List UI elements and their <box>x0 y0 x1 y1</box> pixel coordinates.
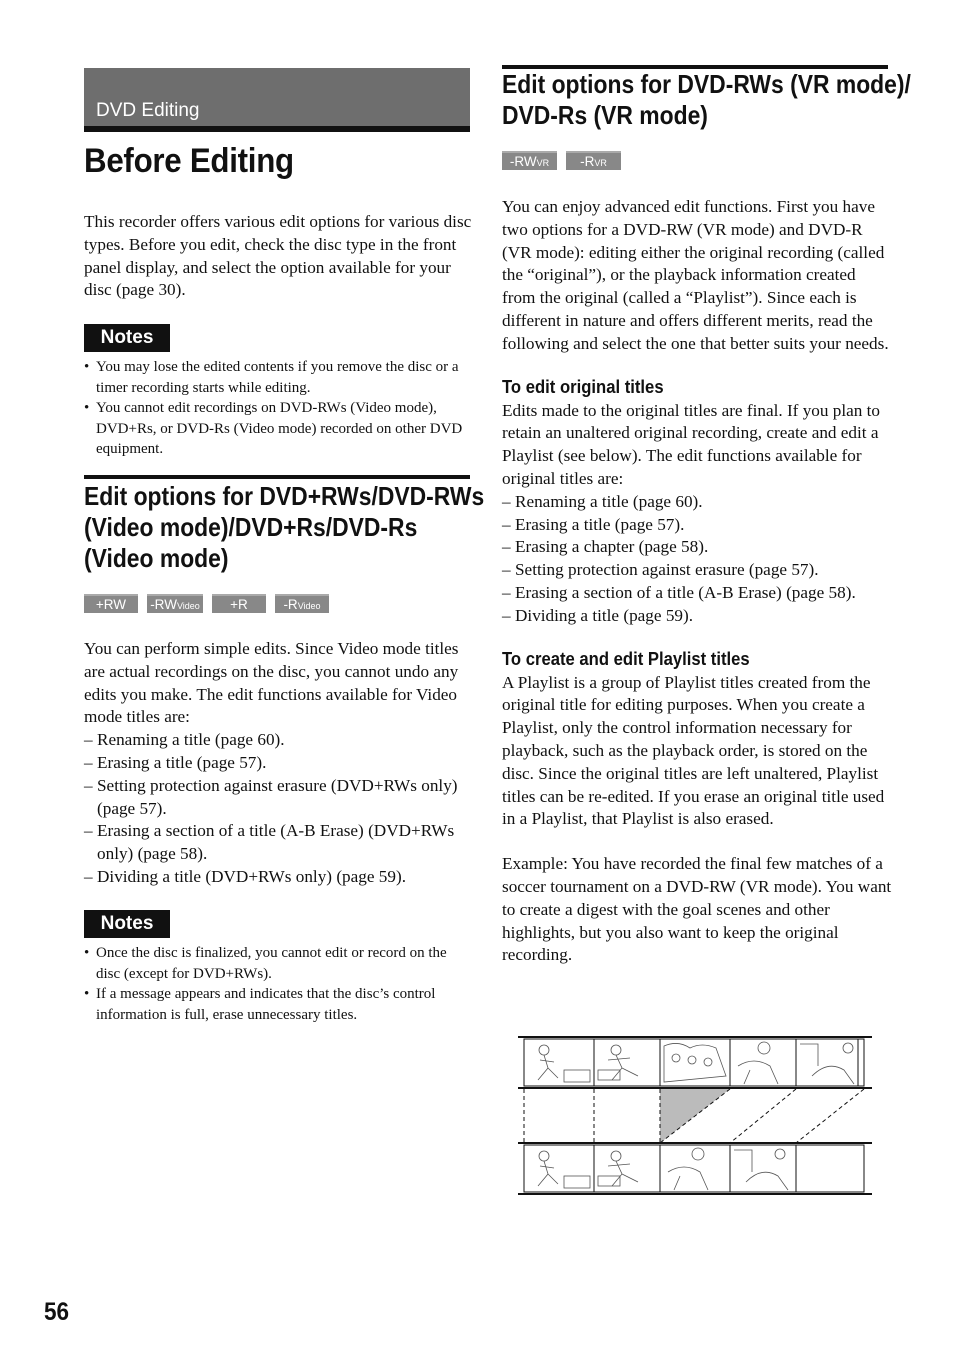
disc-badge-minus-rw-video: -RWVideo <box>147 594 203 613</box>
playlist-filmstrip <box>518 1143 872 1194</box>
list-item: – Setting protection against erasure (DVD+RWs only) (page 57). <box>84 775 472 821</box>
page-number: 56 <box>44 1298 70 1326</box>
playlist-titles-paragraph: A Playlist is a group of Playlist titles created from the original title for editing purposes. When you create a Playlist, only the control information necessary for playback, such as the playback order, is stored on the disc. Since the original titles are left unaltered, Playlist titles can be re-edited. If you erase an original title used in a Playlist, that Playlist is also erased. <box>502 672 885 829</box>
heading-line: (Video mode) <box>84 543 229 573</box>
video-mode-content <box>84 638 472 889</box>
list-item: – Erasing a title (page 57). <box>502 514 892 537</box>
vr-mode-paragraph: You can enjoy advanced edit functions. First you have two options for a DVD-RW (VR mode) and DVD-R (VR mode): editing either the original recording (called the “original”), or the playback information created from the original (called a “Playlist”). Since each is different in nature and offers different merits, read the following and select the one that better suits your needs. <box>502 197 889 353</box>
list-item: – Renaming a title (page 60). <box>502 491 892 514</box>
disc-badge-minus-r-video: -RVideo <box>275 594 329 613</box>
video-mode-paragraph: You can perform simple edits. Since Video mode titles are actual recordings on the disc, you cannot undo any edits you make. The edit functions available for Video mode titles are: <box>84 639 459 727</box>
heading-line: DVD-Rs (VR mode) <box>502 100 708 130</box>
notes-list <box>84 357 472 460</box>
list-item: – Dividing a title (DVD+RWs only) (page 59). <box>84 866 472 889</box>
list-item: – Erasing a section of a title (A-B Erase) (DVD+RWs only) (page 58). <box>84 820 472 866</box>
heading-line: (Video mode)/DVD+Rs/DVD-Rs <box>84 512 418 542</box>
original-titles-functions <box>502 491 892 628</box>
original-filmstrip <box>518 1037 872 1088</box>
video-mode-heading <box>84 481 484 574</box>
original-titles-paragraph: Edits made to the original titles are final. If you plan to retain an unaltered original recording, create and edit a Playlist (see below). The edit functions available for original titles are: <box>502 400 881 488</box>
notes-badge: Notes <box>84 910 170 938</box>
notes-list <box>84 943 472 1025</box>
page-title: Before Editing <box>84 142 294 180</box>
intro-paragraph: This recorder offers various edit options for various disc types. Before you edit, check the disc type in the front panel display, and select the option available for your disc (page 30). <box>84 212 472 300</box>
list-item: – Renaming a title (page 60). <box>84 729 472 752</box>
note-item: • You cannot edit recordings on DVD-RWs (Video mode), DVD+Rs, or DVD-Rs (Video mode) recorded on other DVD equipment. <box>84 398 472 460</box>
section-header-bar <box>84 68 470 132</box>
note-item: • Once the disc is finalized, you cannot edit or record on the disc (except for DVD+RWs). <box>84 943 472 984</box>
playlist-example-paragraph: Example: You have recorded the final few matches of a soccer tournament on a DVD-RW (VR mode). You want to create a digest with the goal scenes and other highlights, but you also want to keep the original recording. <box>502 854 892 965</box>
note-item: • You may lose the edited contents if you remove the disc or a timer recording starts while editing. <box>84 357 472 398</box>
vr-mode-content <box>502 196 892 967</box>
playlist-illustration <box>518 1036 872 1196</box>
list-item: – Erasing a chapter (page 58). <box>502 536 892 559</box>
video-disc-badges <box>84 594 329 613</box>
disc-badge-minus-r-vr: -RVR <box>566 151 621 170</box>
list-item: – Dividing a title (page 59). <box>502 605 892 628</box>
section-rule <box>84 475 470 479</box>
note-item: • If a message appears and indicates that the disc’s control information is full, erase unnecessary titles. <box>84 984 472 1025</box>
video-mode-functions <box>84 729 472 889</box>
section-header-label: DVD Editing <box>96 100 200 121</box>
heading-line: Edit options for DVD+RWs/DVD-RWs <box>84 481 485 511</box>
vr-disc-badges <box>502 151 621 170</box>
vr-mode-heading <box>502 69 911 131</box>
heading-line: Edit options for DVD-RWs (VR mode)/ <box>502 69 911 99</box>
playlist-titles-heading: To create and edit Playlist titles <box>502 647 750 669</box>
list-item: – Setting protection against erasure (page 57). <box>502 559 892 582</box>
disc-badge-plus-r: +R <box>212 594 266 613</box>
disc-badge-minus-rw-vr: -RWVR <box>502 151 557 170</box>
original-titles-heading: To edit original titles <box>502 375 664 397</box>
disc-badge-plus-rw: +RW <box>84 594 138 613</box>
list-item: – Erasing a section of a title (A-B Erase) (page 58). <box>502 582 892 605</box>
notes-badge: Notes <box>84 324 170 352</box>
list-item: – Erasing a title (page 57). <box>84 752 472 775</box>
playlist-connectors <box>524 1089 864 1143</box>
